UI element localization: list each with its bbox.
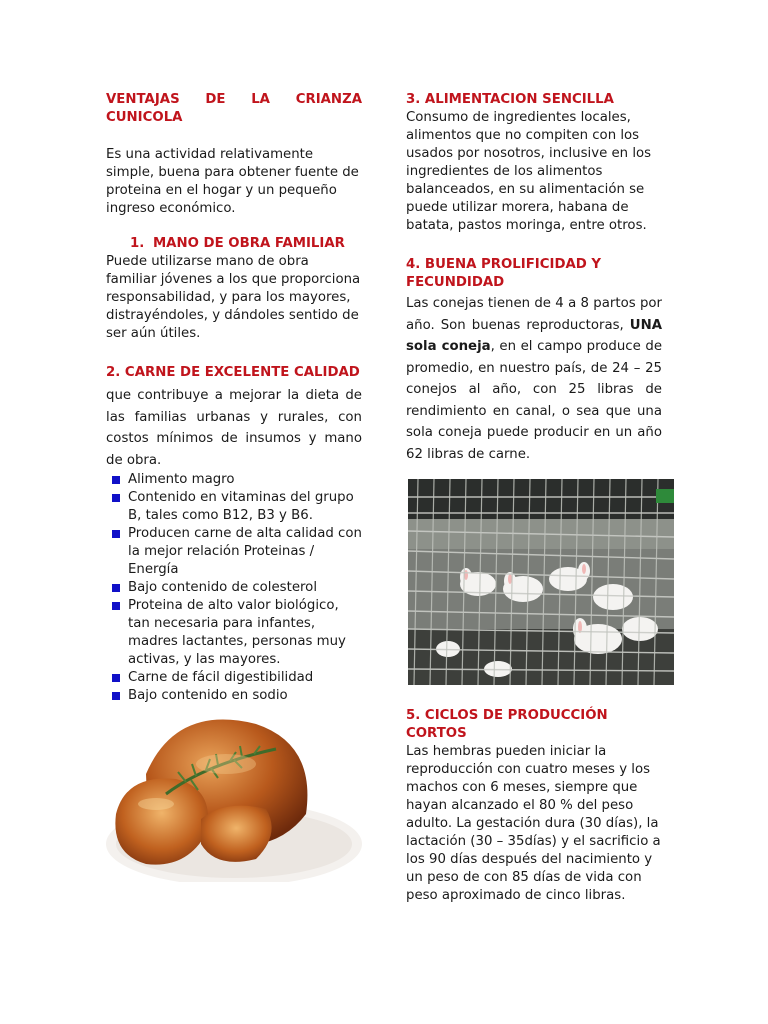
bullet-text: Alimento magro <box>128 472 235 487</box>
roasted-rabbit-illustration <box>106 704 362 882</box>
bullet-item <box>106 687 362 705</box>
section-3 <box>406 91 662 235</box>
section-2-heading: 2. CARNE DE EXCELENTE CALIDAD <box>106 365 360 380</box>
bullet-text: Bajo contenido en sodio <box>128 688 288 703</box>
rabbit-cages-photo <box>408 479 674 685</box>
section-4-bold-text: UNA sola coneja <box>406 317 662 354</box>
square-bullet-icon <box>112 674 120 682</box>
section-3-paragraph: Consumo de ingredientes locales, alimentos que no compiten con los usados por nosotros, inclusive en los ingredientes de los alimentos balanceados, en su alimentación se puede utilizar morera, habana de batata, pastos moringa, entre otros. <box>406 110 652 233</box>
section-4-text-end: , en el campo produce de promedio, en nuestro país, de 24 – 25 conejos al año, con 25 libras de rendimiento en canal, o sea que una sola coneja puede producir en un año 62 libras de carne. <box>406 339 662 462</box>
section-1-heading <box>106 235 362 253</box>
section-4 <box>406 256 662 465</box>
square-bullet-icon <box>112 692 120 700</box>
section-3-heading: 3. ALIMENTACION SENCILLA <box>406 92 614 107</box>
bullet-text: Carne de fácil digestibilidad <box>128 670 314 685</box>
bullet-item <box>106 597 362 669</box>
section-5-paragraph: Las hembras pueden iniciar la reproducción con cuatro meses y los machos con 6 meses, siempre que hayan alcanzado el 80 % del peso adulto. La gestación dura (30 días), la lactación (30 – 35días) y el sacrificio a los 90 días después del nacimiento y un peso de con 85 días de vida con peso aproximado de cinco libras. <box>406 744 661 903</box>
square-bullet-icon <box>112 530 120 538</box>
section-4-text-start: Las conejas tienen de 4 a 8 partos por año. Son buenas reproductoras, <box>406 296 662 333</box>
square-bullet-icon <box>112 584 120 592</box>
square-bullet-icon <box>112 494 120 502</box>
section-4-heading: 4. BUENA PROLIFICIDAD Y FECUNDIDAD <box>406 257 602 290</box>
section-2-paragraph: que contribuye a mejorar la dieta de las familias urbanas y rurales, con costos mínimos de insumos y mano de obra. <box>106 388 362 468</box>
section-5-heading: 5. CICLOS DE PRODUCCIÓN CORTOS <box>406 708 608 741</box>
bullet-item <box>106 579 362 597</box>
intro-paragraph: Es una actividad relativamente simple, buena para obtener fuente de proteina en el hogar y un pequeño ingreso económico. <box>106 147 359 216</box>
square-bullet-icon <box>112 476 120 484</box>
section-1-paragraph: Puede utilizarse mano de obra familiar jóvenes a los que proporciona responsabilidad, y para los mayores, distrayéndoles, y dándoles sentido de ser aún útiles. <box>106 254 361 341</box>
bullet-text: Producen carne de alta calidad con la mejor relación Proteinas / Energía <box>128 526 362 577</box>
section-5 <box>406 707 662 905</box>
bullet-text: Proteina de alto valor biológico, tan necesaria para infantes, madres lactantes, personas muy activas, y las mayores. <box>128 598 346 667</box>
section-1 <box>106 235 362 343</box>
section-1-title: MANO DE OBRA FAMILIAR <box>152 236 345 251</box>
section-2 <box>106 364 362 705</box>
document-title: VENTAJAS DE LA CRIANZA CUNICOLA <box>106 92 362 125</box>
roasted-rabbit-photo <box>106 704 362 882</box>
section-4-paragraph <box>406 293 662 465</box>
section-2-bullet-list <box>106 471 362 705</box>
bullet-item <box>106 471 362 489</box>
bullet-item <box>106 669 362 687</box>
square-bullet-icon <box>112 602 120 610</box>
bullet-text: Bajo contenido de colesterol <box>128 580 318 595</box>
rabbit-cages-illustration <box>408 479 674 685</box>
intro-block <box>106 146 362 218</box>
bullet-text: Contenido en vitaminas del grupo B, tales como B12, B3 y B6. <box>128 490 354 523</box>
bullet-item <box>106 489 362 525</box>
bullet-item <box>106 525 362 579</box>
section-1-number: 1. <box>130 236 145 251</box>
document-title-block <box>106 91 362 127</box>
